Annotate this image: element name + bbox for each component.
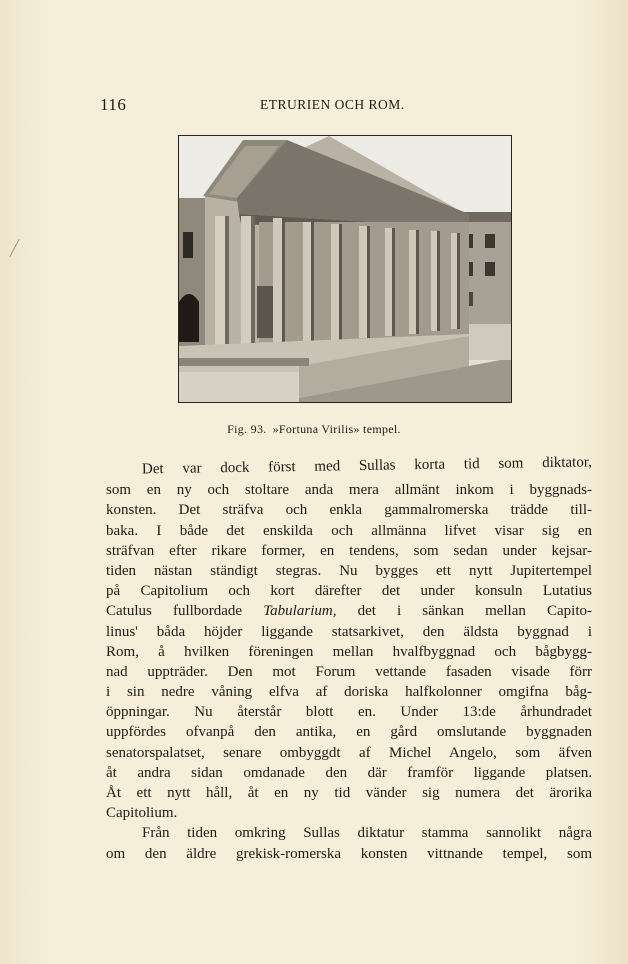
running-head: ETRURIEN OCH ROM. <box>260 97 405 112</box>
text-line: om den äldre grekisk-romerska konsten vittnande tempel, som <box>106 845 592 862</box>
text-line: öppningar. Nu återstår blott en. Under 13:de århundradet <box>106 704 592 721</box>
temple-photograph <box>178 135 512 403</box>
text-line-with-italic <box>106 601 592 621</box>
text-line: sträfvan efter rikare former, en tendens, som sedan under kejsar- <box>106 542 592 559</box>
text-line: senatorspalatset, senare ombyggdt af Michel Angelo, som äfven <box>106 744 592 761</box>
figure-label: Fig. 93. <box>227 422 267 436</box>
text-line: på Capitolium och kort därefter det under konsuln Lutatius <box>106 583 592 600</box>
page-header <box>100 95 600 115</box>
text-line: Från tiden omkring Sullas diktatur stamma sannolikt några <box>142 825 592 842</box>
text-line: uppfördes ofvanpå den antika, en gård omslutande byggnaden <box>106 724 592 741</box>
text-line: konsten. Det sträfva och enkla gammalromerska trädde till- <box>106 502 592 519</box>
body-text <box>106 454 593 864</box>
figure-title: »Fortuna Virilis» tempel. <box>272 422 401 436</box>
text-line: tiden nästan ständigt stegras. Nu bygges ett nytt Jupitertempel <box>106 562 592 579</box>
text-line: linus' båda höjder liggande statsarkivet, den äldsta byggnad i <box>106 623 592 640</box>
text-line: åt andra sidan omdanade den där framför liggande platsen. <box>106 764 592 781</box>
text-fragment: det i sänkan mellan Capito- <box>336 603 592 620</box>
page-number: 116 <box>100 95 127 114</box>
text-fragment: Catulus fullbordade <box>106 603 264 620</box>
text-line: Capitolium. <box>106 805 178 822</box>
text-line: Rom, å hvilken föreningen mellan hvalfbyggnad och bågbygg- <box>106 643 592 660</box>
text-line: Åt ett nytt håll, åt en ny tid vänder sig numera det ärorika <box>106 785 592 801</box>
text-line: Det var dock först med Sullas korta tid som diktator, <box>141 454 593 478</box>
stray-mark <box>9 239 19 257</box>
text-line: i sin nedre våning elfva af doriska halfkolonner omgifna båg- <box>106 684 592 701</box>
figure-caption <box>0 422 628 437</box>
text-line: nad uppträder. Den mot Forum vettande fasaden visade förr <box>106 663 592 680</box>
italic-term: Tabularium, <box>263 603 337 620</box>
text-line: baka. I både det enskilda och allmänna lifvet visar sig en <box>106 522 592 539</box>
text-line: som en ny och stoltare anda mera allmänt inkom i byggnads- <box>106 482 592 499</box>
